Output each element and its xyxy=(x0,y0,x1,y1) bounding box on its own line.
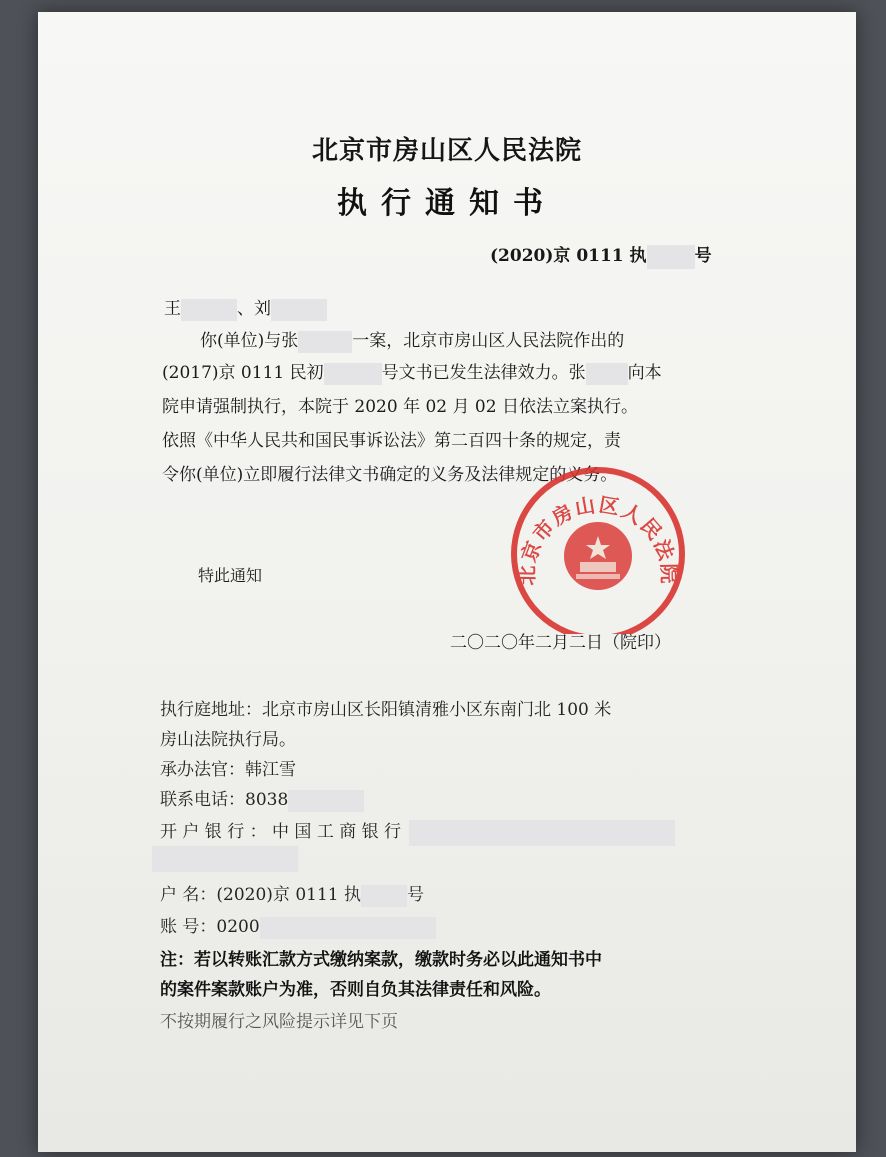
body-line-3: 院申请强制执行，本院于 2020 年 02 月 02 日依法立案执行。 xyxy=(162,397,638,417)
court-address-cont: 房山法院执行局。 xyxy=(160,730,296,750)
redaction-block xyxy=(647,245,695,269)
addressee-name-2: 、刘 xyxy=(237,299,271,319)
closing-text: 特此通知 xyxy=(198,566,263,585)
court-name: 北京市房山区人民法院 xyxy=(311,136,582,166)
redaction-block xyxy=(260,917,436,939)
redaction-block xyxy=(152,846,298,872)
bank-line-cont xyxy=(152,846,298,872)
note-line-3: 不按期履行之风险提示详见下页 xyxy=(160,1012,398,1032)
redaction-block xyxy=(288,790,364,812)
redaction-block xyxy=(586,363,628,385)
bank-name xyxy=(160,817,675,846)
body-line-1 xyxy=(200,326,624,353)
notice-document xyxy=(38,12,856,1152)
seal-text: 北京市房山区人民法院 xyxy=(514,492,682,586)
judge-name: 承办法官：韩江雪 xyxy=(160,760,296,780)
account-number-text: 账 号：0200 xyxy=(160,917,260,937)
redaction-block xyxy=(181,299,237,321)
account-name xyxy=(160,880,424,907)
body-text: 你(单位)与张 xyxy=(200,331,299,351)
addressee-name-1: 王 xyxy=(164,299,181,319)
contact-phone-text: 联系电话：8038 xyxy=(160,790,289,810)
body-text: 向本 xyxy=(627,363,662,383)
account-name-text: 户 名：(2020)京 0111 执 xyxy=(160,885,362,905)
body-text: (2017)京 0111 民初 xyxy=(162,363,324,383)
contact-phone xyxy=(160,785,364,812)
redaction-block xyxy=(361,885,407,907)
addressee-line xyxy=(164,294,327,321)
case-number xyxy=(490,241,712,269)
account-number xyxy=(160,912,436,939)
case-number-suffix: 号 xyxy=(694,246,712,266)
account-name-suffix: 号 xyxy=(407,885,425,905)
note-line-1: 注：若以转账汇款方式缴纳案款，缴款时务必以此通知书中 xyxy=(160,950,602,970)
body-text: 一案，北京市房山区人民法院作出的 xyxy=(352,331,625,351)
body-line-5: 令你(单位)立即履行法律文书确定的义务及法律规定的义务。 xyxy=(162,465,618,485)
redaction-block xyxy=(324,363,382,385)
body-line-2 xyxy=(162,358,662,385)
case-number-prefix: (2020)京 0111 执 xyxy=(490,246,647,266)
issue-date: 二〇二〇年二月二日（院印） xyxy=(450,633,671,653)
bank-name-text: 开 户 银 行 ： 中 国 工 商 银 行 xyxy=(160,822,402,842)
redaction-block xyxy=(409,820,675,846)
national-emblem-icon xyxy=(564,522,632,590)
redaction-block xyxy=(298,331,352,353)
body-text: 号文书已发生法律效力。张 xyxy=(381,363,586,383)
note-line-2: 的案件案款账户为准，否则自负其法律责任和风险。 xyxy=(160,980,551,1000)
court-address: 执行庭地址：北京市房山区长阳镇清雅小区东南门北 100 米 xyxy=(160,700,612,720)
redaction-block xyxy=(271,299,327,321)
document-title: 执行通知书 xyxy=(337,186,557,221)
court-seal-stamp xyxy=(504,464,692,634)
body-line-4: 依照《中华人民共和国民事诉讼法》第二百四十条的规定，责 xyxy=(162,431,621,451)
